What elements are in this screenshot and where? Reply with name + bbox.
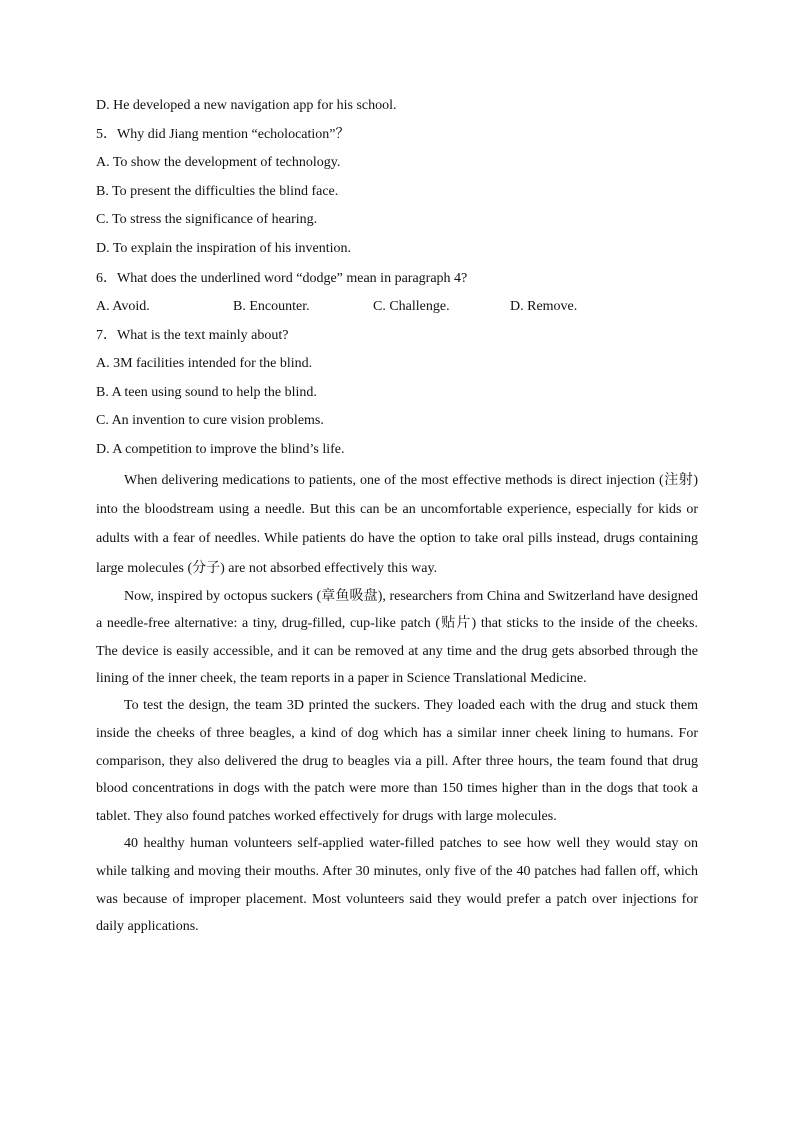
q6-option-d: D. Remove. (510, 299, 578, 314)
q7-option-d: D. A competition to improve the blind’s life. (96, 441, 345, 457)
q7-stem: 7．What is the text mainly about? (96, 327, 289, 343)
passage-paragraph-1: When delivering medications to patients, one of the most effective methods is direct injection (注射) into the bloodstream using a needle. But this can be an uncomfortable experience, especially for kids or adults with a fear of needles. While patients do have the option to take oral pills instead, drugs containing large molecules (分子) are not absorbed effectively this way. (96, 473, 698, 576)
q6-option-b: B. Encounter. (233, 299, 310, 314)
q5-option-a: A. To show the development of technology. (96, 155, 341, 170)
q4-option-d: D. He developed a new navigation app for his school. (96, 98, 397, 113)
q7-option-a: A. 3M facilities intended for the blind. (96, 356, 313, 371)
q6-option-a: A. Avoid. (96, 299, 150, 314)
passage-paragraph-2: Now, inspired by octopus suckers (章鱼吸盘), researchers from China and Switzerland have designed a needle-free alternative: a tiny, drug-filled, cup-like patch (贴片) that sticks to the inside of the cheeks. The device is easily accessible, and it can be removed at any time and the drug gets absorbed through the lining of the inner cheek, the team reports in a paper in Science Translational Medicine. (96, 588, 698, 687)
q5-option-d: D. To explain the inspiration of his invention. (96, 240, 352, 256)
q6-stem: 6．What does the underlined word “dodge” mean in paragraph 4? (96, 270, 468, 286)
exam-page (96, 94, 698, 941)
passage-paragraph-4: 40 healthy human volunteers self-applied water-filled patches to see how well they would stay on while talking and moving their mouths. After 30 minutes, only five of the 40 patches had fallen off, which was because of improper placement. Most volunteers said they would prefer a patch over injections for daily applications. (96, 836, 698, 935)
q5-stem: 5．Why did Jiang mention “echolocation”？ (96, 126, 350, 142)
reading-passage (96, 466, 698, 941)
q6-options (96, 295, 698, 324)
passage-paragraph-3: To test the design, the team 3D printed the suckers. They loaded each with the drug and stuck them inside the cheeks of three beagles, a kind of dog which has a similar inner cheek lining to humans. For comparison, they also delivered the drug to beagles via a pill. After three hours, the team found that drug blood concentrations in dogs with the patch were more than 150 times higher than in the dogs that took a tablet. They also found patches worked effectively for drugs with large molecules. (96, 698, 698, 824)
q5-option-c: C. To stress the significance of hearing. (96, 212, 318, 227)
q6-option-c: C. Challenge. (373, 299, 450, 314)
q7-option-b: B. A teen using sound to help the blind. (96, 384, 317, 400)
q7-option-c: C. An invention to cure vision problems. (96, 413, 324, 428)
q5-option-b: B. To present the difficulties the blind face. (96, 183, 339, 199)
